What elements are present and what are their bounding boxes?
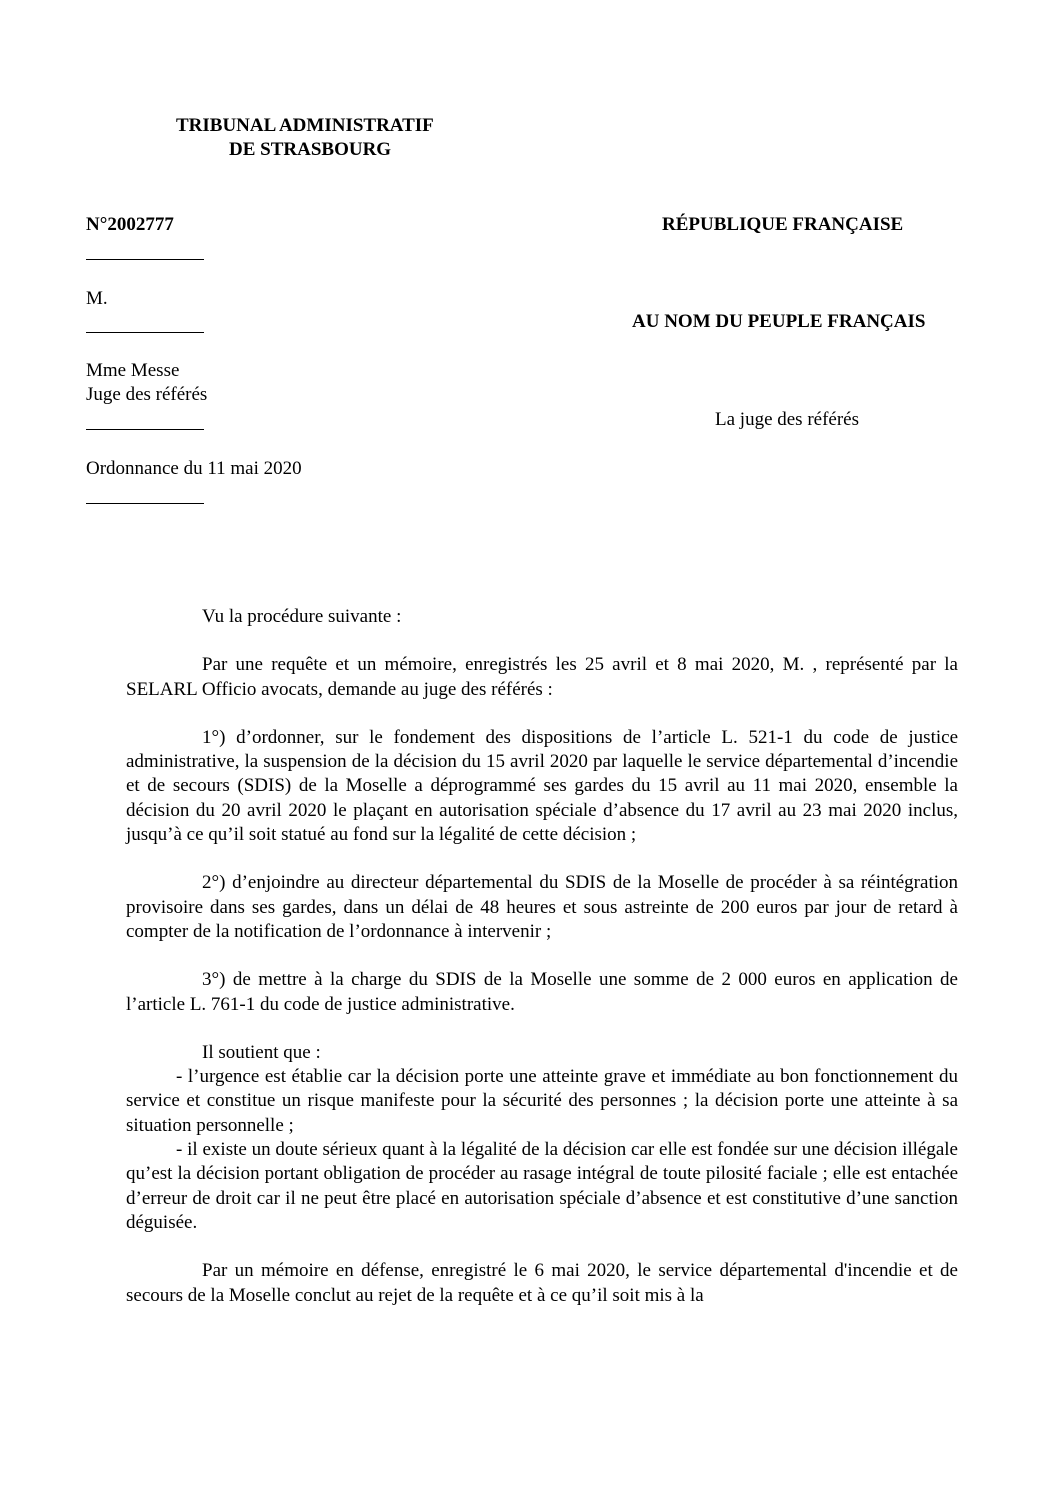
party-name: M. <box>86 288 108 309</box>
request-paragraph: Par une requête et un mémoire, enregistrés les 25 avril et 8 mai 2020, M. , représenté par la SELARL Officio avocats, demande au juge des référés : <box>126 654 958 700</box>
claim-2: 2°) d’enjoindre au directeur départemental du SDIS de la Moselle de procéder à sa réintégration provisoire dans ses gardes, dans un délai de 48 heures et sous astreinte de 200 euros par jour de retard à compter de la notification de l’ordonnance à intervenir ; <box>126 872 958 942</box>
separator-rule <box>86 503 204 504</box>
court-name-line2: DE STRASBOURG <box>229 139 392 160</box>
judge-role: Juge des référés <box>86 384 208 405</box>
court-name-line1: TRIBUNAL ADMINISTRATIF <box>176 115 434 136</box>
procedure-intro: Vu la procédure suivante : <box>202 606 402 627</box>
argument-urgency: - l’urgence est établie car la décision porte une atteinte grave et immédiate au bon fonctionnement du service et constitue un risque manifeste pour la sécurité des personnes ; la décision porte une atteinte à sa situation personnelle ; <box>126 1066 958 1136</box>
separator-rule <box>86 429 204 430</box>
order-date: Ordonnance du 11 mai 2020 <box>86 458 302 479</box>
document-body <box>126 605 958 1308</box>
defense-paragraph: Par un mémoire en défense, enregistré le 6 mai 2020, le service départemental d'incendie et de secours de la Moselle conclut au rejet de la requête et à ce qu’il soit mis à la <box>126 1260 958 1306</box>
argument-legality: - il existe un doute sérieux quant à la légalité de la décision car elle est fondée sur une décision illégale qu’est la décision portant obligation de procéder au rasage intégral de toute pilosité faciale ; elle est entachée d’erreur de droit car il ne peut être placé en autorisation spéciale d’absence et est constitutive d’une sanction déguisée. <box>126 1139 958 1233</box>
separator-rule <box>86 259 204 260</box>
claim-1: 1°) d’ordonner, sur le fondement des dispositions de l’article L. 521-1 du code de justice administrative, la suspension de la décision du 15 avril 2020 par laquelle le service départemental d’incendie et de secours (SDIS) de la Moselle a déprogrammé ses gardes du 15 avril au 11 mai 2020, ensemble la décision du 20 avril 2020 le plaçant en autorisation spéciale d’absence du 17 avril au 23 mai 2020 inclus, jusqu’à ce qu’il soit statué au fond sur la légalité de cette décision ; <box>126 726 958 846</box>
case-number: N°2002777 <box>86 214 174 235</box>
in-name-heading: AU NOM DU PEUPLE FRANÇAIS <box>632 311 926 332</box>
judge-title: La juge des référés <box>715 409 860 430</box>
judge-name: Mme Messe <box>86 360 180 381</box>
separator-rule <box>86 332 204 333</box>
republic-heading: RÉPUBLIQUE FRANÇAISE <box>662 214 904 235</box>
claim-3: 3°) de mettre à la charge du SDIS de la Moselle une somme de 2 000 euros en application de l’article L. 761-1 du code de justice administrative. <box>126 969 958 1015</box>
argument-intro: Il soutient que : <box>202 1041 321 1063</box>
